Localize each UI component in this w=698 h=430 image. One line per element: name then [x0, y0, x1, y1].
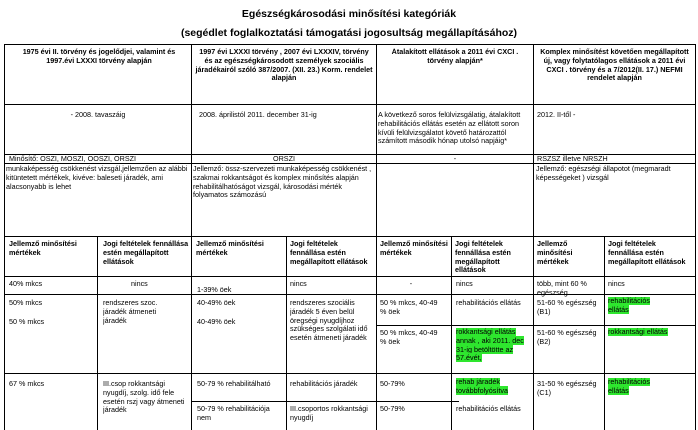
- col2-subheader-benefits: Jogi feltételek fennállása estén megállapított ellátások: [290, 240, 368, 266]
- row2-col3-rate-bottom: 50 % mkcs, 40-49 % öek: [380, 329, 438, 346]
- row2-col2-rate-b: 40-49% öek: [197, 318, 236, 326]
- col4-heading: Komplex minősítést követően megállapított új, vagy folytatólagos ellátások a 2011 évi CXCI . törvény és a 7/2012(II. 17.) NEFMI rendelet alapján: [540, 48, 689, 83]
- row2-col3-benefit-bottom: [456, 328, 526, 363]
- highlighted-text: rehabilitációs ellátás: [608, 378, 650, 395]
- row3-col3-benefit-bottom: rehabilitációs ellátás: [456, 405, 521, 413]
- row2-col1-benefit: rendszeres szoc. járadék átmeneti járadék: [103, 299, 158, 325]
- col3-heading: Átalakított ellátások a 2011 évi CXCI . törvény alapján*: [391, 48, 519, 65]
- row3-col4-benefit: [608, 378, 668, 396]
- row3-col3-rate-bottom: 50-79%: [380, 405, 405, 413]
- row2-col4-rate-bottom: 51-60 % egészség (B2): [537, 329, 597, 346]
- row1-col1-benefit: nincs: [131, 280, 148, 288]
- highlighted-text: rokkantsági ellátás annak , aki 2011. dec 31-ig betöltötte az 57.évét,: [456, 328, 524, 363]
- row3-col3-rate-top: 50-79%: [380, 380, 405, 388]
- row1-col4-rate: több, mint 60 % egészség: [537, 280, 587, 297]
- col4-subheader-rate: Jellemző minősítési mértékek: [537, 240, 573, 266]
- col1-description: munkaképesség csökkenést vizsgál,jellemzően az alábbi kitüntetett mértékek, kivéve: baleseti járadék, ami alacsonyabb is lehet: [6, 165, 188, 191]
- row2-col3-benefit-top: rehabilitációs ellátás: [456, 299, 521, 307]
- row2-col4-rate-top: 51-60 % egészség (B1): [537, 299, 597, 316]
- row2-col1-rate-a: 50% mkcs: [9, 299, 43, 307]
- row1-col2-rate: 1-39% öek: [197, 286, 232, 294]
- col1-period: - 2008. tavaszáig: [70, 111, 126, 119]
- col4-subheader-benefits: Jogi feltételek fennállása estén megállapított ellátások: [608, 240, 686, 266]
- row3-col2-rate-top: 50-79 % rehabilitálható: [197, 380, 271, 388]
- col2-heading: 1997 évi LXXXI törvény , 2007 évi LXXXIV, törvény és az egészségkárosodott személyek szociális járadékairól szóló 387/2007. (XII. 23.) Korm. rendelet alapján: [195, 48, 373, 83]
- row3-col1-rate: 67 % mkcs: [9, 380, 45, 388]
- highlighted-text: rokkantsági ellátás: [608, 328, 668, 336]
- row2-col1-rate-b: 50 % mkcs: [9, 318, 45, 326]
- col4-certifier: RSZSZ illetve NRSZH: [537, 155, 608, 163]
- page-title: Egészségkárosodási minősítési kategóriák: [241, 8, 457, 20]
- col3-subheader-rate: Jellemző minősítési mértékek: [380, 240, 448, 257]
- row1-col3-rate: -: [409, 280, 413, 288]
- col2-certifier: ORSZI: [273, 155, 295, 163]
- col2-period: 2008. áprilistól 2011. december 31-ig: [199, 111, 317, 119]
- row1-col1-rate: 40% mkcs: [9, 280, 43, 288]
- col4-description: Jellemző: egészségi állapotot (megmaradt képességeket ) vizsgál: [536, 165, 671, 182]
- col3-subheader-benefits: Jogi feltételek fennállása estén megállapított ellátások: [455, 240, 511, 275]
- col1-subheader-rate: Jellemző minősítési mértékek: [9, 240, 77, 257]
- row2-col2-rate-a: 40-49% öek: [197, 299, 236, 307]
- col1-certifier: Minősítő: OSZI, MOSZI, OOSZI, ORSZI: [9, 155, 136, 163]
- row3-col2-benefit-top: rehabilitációs járadék: [290, 380, 358, 388]
- row1-col3-benefit: nincs: [456, 280, 473, 288]
- row2-col3-rate-top: 50 % mkcs, 40-49 % öek: [380, 299, 438, 316]
- row3-col2-rate-bottom: 50-79 % rehabilitációja nem: [197, 405, 270, 422]
- row2-col4-benefit-top: [608, 297, 668, 315]
- row1-col4-benefit: nincs: [608, 280, 625, 288]
- row3-col4-rate: 31-50 % egészség (C1): [537, 380, 597, 397]
- col2-description: Jellemző: össz-szervezeti munkaképesség csökkenést , szakmai rokkantságot és komplex minősítés alapján rehabilitálhatóságot vizsgál, károsodási mérték folyamatos számozású: [193, 165, 372, 200]
- row3-col2-benefit-bottom: III.csoportos rokkantsági nyugdíj: [290, 405, 368, 422]
- page-subtitle: (segédlet foglalkoztatási támogatási jogosultság megállapításához): [180, 27, 518, 39]
- highlighted-text: rehab járadék továbbfolyósítva: [456, 378, 508, 395]
- row3-col3-benefit-top: [456, 378, 531, 396]
- row2-col4-benefit-bottom: [608, 328, 694, 337]
- col4-period: 2012. II-től -: [537, 111, 576, 119]
- col1-subheader-benefits: Jogi feltételek fennállása estén megállapított ellátások: [103, 240, 189, 266]
- row2-col2-benefit: rendszeres szociális járadék 5 éven belül öregségi nyugdíjhoz szükséges szolgálati idő esetén átmeneti járadék: [290, 299, 368, 343]
- col2-subheader-rate: Jellemző minősítési mértékek: [196, 240, 264, 257]
- row3-col1-benefit: III.csop rokkantsági nyugdíj, szolg. idő fele esetén rszj vagy átmeneti járadék: [103, 380, 185, 415]
- col3-period: A következő soros felülvizsgálatig, átalakított rehabilitációs ellátás esetén az ellátott soron kívüli felülvizsgálatot követő határozattól számított második hónap utolsó napjáig*: [378, 111, 521, 146]
- row1-col2-benefit: nincs: [290, 280, 307, 288]
- highlighted-text: rehabilitációs ellátás: [608, 297, 650, 314]
- col1-heading: 1975 évi II. törvény és jogelődjei, valamint és 1997.évi LXXXI törvény alapján: [22, 48, 176, 65]
- col3-certifier: -: [453, 155, 457, 163]
